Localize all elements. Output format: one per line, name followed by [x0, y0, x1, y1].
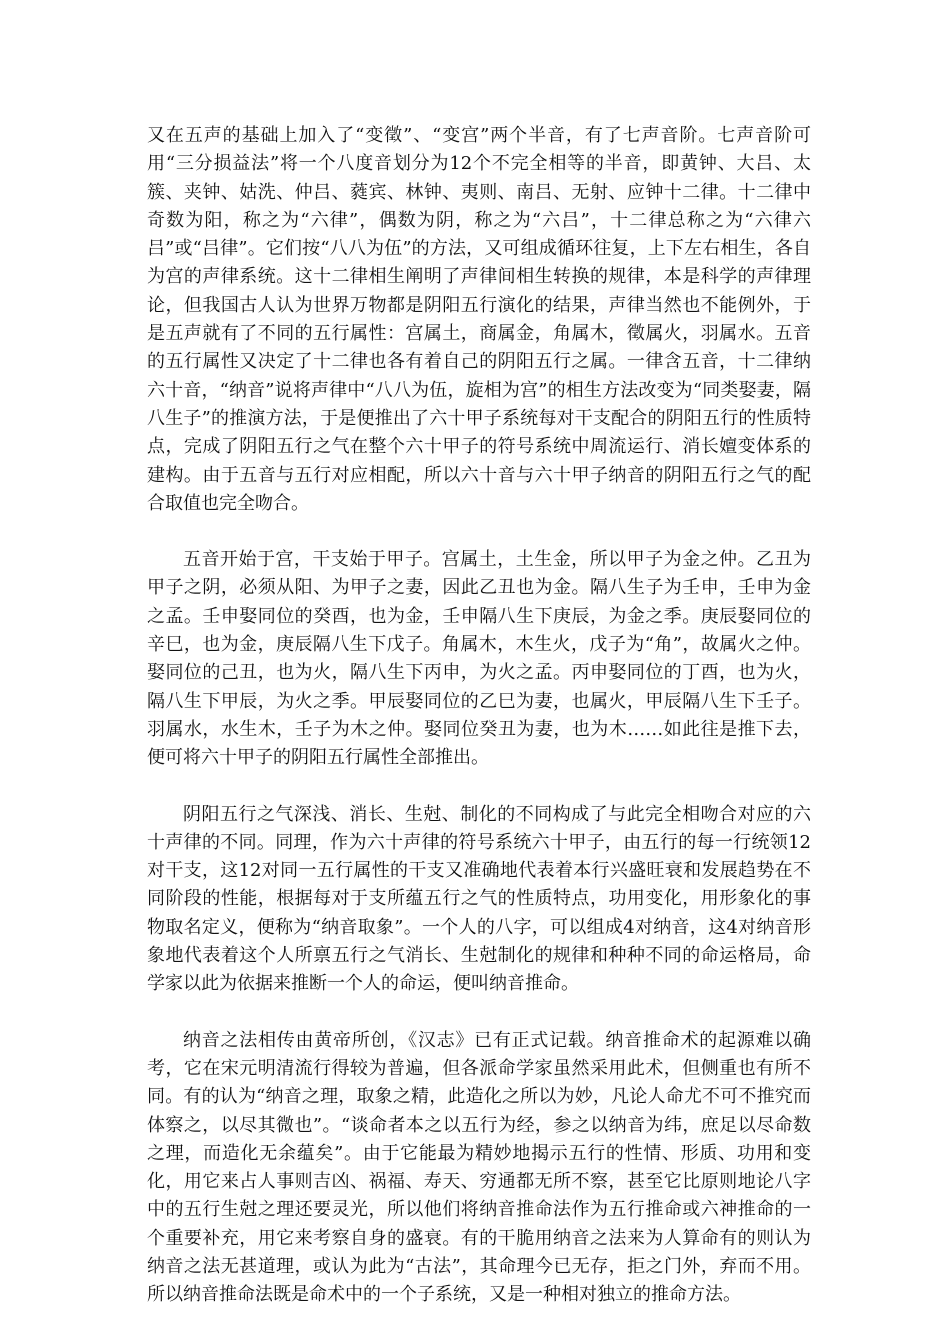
article-body [147, 122, 811, 1310]
paragraph-spacer [147, 518, 811, 546]
paragraph-3: 阴阳五行之气深浅、消长、生尅、制化的不同构成了与此完全相吻合对应的六十声律的不同。同理，作为六十声律的符号系统六十甲子，由五行的每一行统领12对干支，这12对同一五行属性的干支又准确地代表着本行兴盛旺衰和发展趋势在不同阶段的性能，根据每对于支所蕴五行之气的性质特点，功用变化，用形象化的事物取名定义，便称为“纳音取象”。一个人的八字，可以组成4对纳音，这4对纳音形象地代表着这个人所禀五行之气消长、生尅制化的规律和种种不同的命运格局，命学家以此为依据来推断一个人的命运，便叫纳音推命。 [147, 803, 811, 995]
paragraph-1: 又在五声的基础上加入了“变徵”、“变宫”两个半音，有了七声音阶。七声音阶可用“三分损益法”将一个八度音划分为12个不完全相等的半音，即黄钟、大吕、太簇、夹钟、姑洗、仲吕、蕤宾、林钟、夷则、南吕、无射、应钟十二律。十二律中奇数为阳，称之为“六律”，偶数为阴，称之为“六吕”，十二律总称之为“六律六吕”或“吕律”。它们按“八八为伍”的方法，又可组成循环往复，上下左右相生，各自为宫的声律系统。这十二律相生阐明了声律间相生转换的规律，本是科学的声律理论，但我国古人认为世界万物都是阴阳五行演化的结果，声律当然也不能例外，于是五声就有了不同的五行属性：宫属土，商属金，角属木，徵属火，羽属水。五音的五行属性又决定了十二律也各有着自己的阴阳五行之属。一律含五音，十二律纳六十音，“纳音”说将声律中“八八为伍，旋相为宫”的相生方法改变为“同类娶妻，隔八生子”的推演方法，于是便推出了六十甲子系统每对干支配合的阴阳五行的性质特点，完成了阴阳五行之气在整个六十甲子的符号系统中周流运行、消长嬗变体系的建构。由于五音与五行对应相配，所以六十音与六十甲子纳音的阴阳五行之气的配合取值也完全吻合。 [147, 125, 811, 514]
paragraph-4: 纳音之法相传由黄帝所创，《汉志》已有正式记载。纳音推命术的起源难以确考，它在宋元明清流行得较为普遍，但各派命学家虽然采用此术，但侧重也有所不同。有的认为“纳音之理，取象之精，此造化之所以为妙，凡论人命尤不可不推究而体察之，以尽其微也”。“谈命者本之以五行为经，参之以纳音为纬，庶足以尽命数之理，而造化无余蕴矣”。由于它能最为精妙地揭示五行的性情、形质、功用和变化，用它来占人事则吉凶、祸福、寿天、穷通都无所不察，甚至它比原则地论八字中的五行生尅之理还要灵光，所以他们将纳音推命法作为五行推命或六神推命的一个重要补充，用它来考察自身的盛衰。有的干脆用纳音之法来为人算命有的则认为纳音之法无甚道理，或认为此为“古法”，其命理今已无存，拒之门外，弃而不用。所以纳音推命法既是命术中的一个子系统，又是一种相对独立的推命方法。 [147, 1029, 811, 1306]
paragraph-2: 五音开始于宫，干支始于甲子。宫属土，土生金，所以甲子为金之仲。乙丑为甲子之阴，必须从阳、为甲子之妻，因此乙丑也为金。隔八生子为壬申，壬申为金之孟。壬申娶同位的癸酉，也为金，壬申隔八生下庚辰，为金之季。庚辰娶同位的辛巳，也为金，庚辰隔八生下戊子。角属木，木生火，戊子为“角”，故属火之仲。娶同位的己丑，也为火，隔八生下丙申，为火之孟。丙申娶同位的丁酉，也为火，隔八生下甲辰，为火之季。甲辰娶同位的乙巳为妻，也属火，甲辰隔八生下壬子。羽属水，水生木，壬子为木之仲。娶同位癸丑为妻，也为木……如此往是推下去，便可将六十甲子的阴阳五行属性全部推出。 [147, 549, 811, 769]
paragraph-spacer [147, 773, 811, 801]
paragraph-spacer [147, 999, 811, 1027]
